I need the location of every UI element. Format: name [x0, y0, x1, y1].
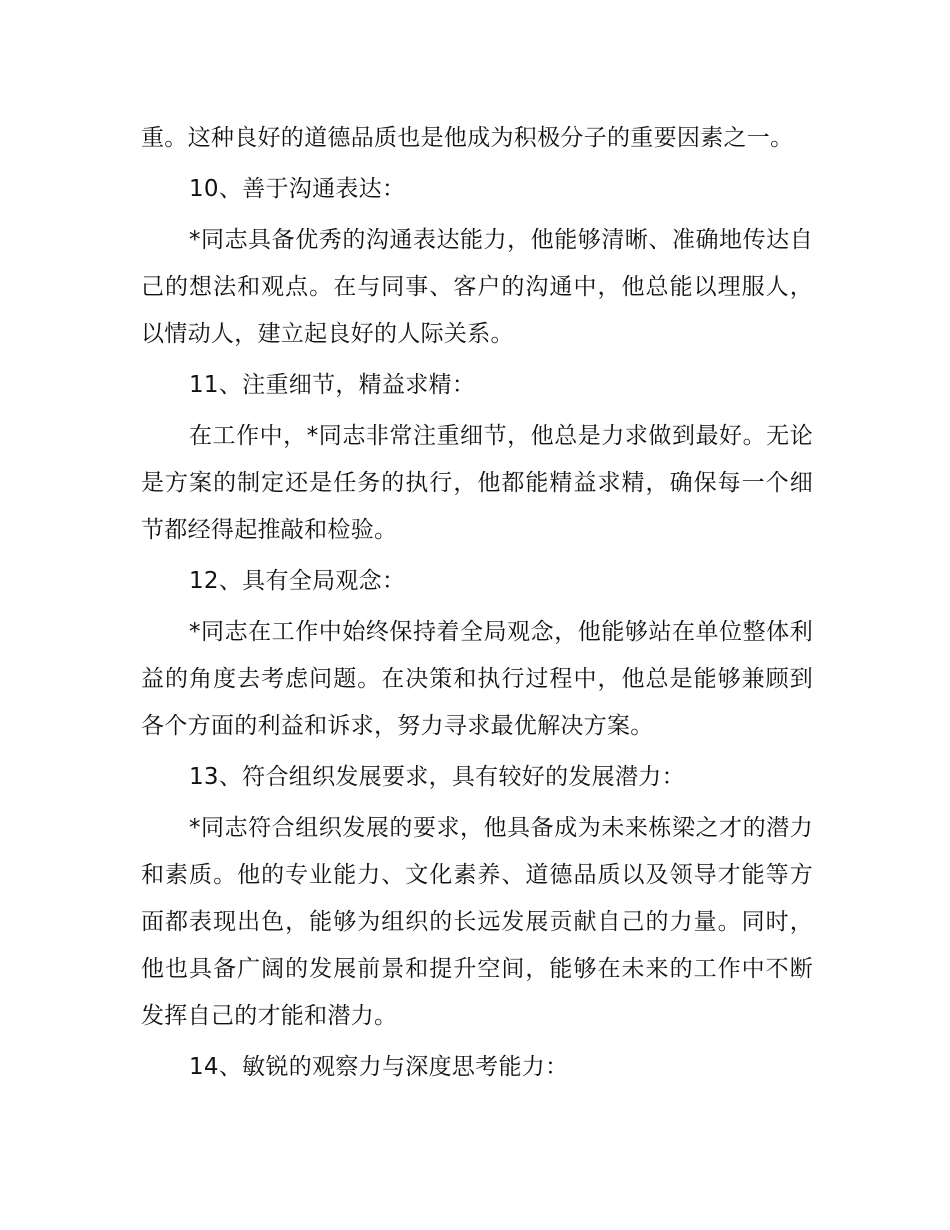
paragraph-communication: *同志具备优秀的沟通表达能力，他能够清晰、准确地传达自己的想法和观点。在与同事、客户的沟通中，他总能以理服人，以情动人，建立起良好的人际关系。 [141, 227, 813, 347]
section-heading-14: 14、敏锐的观察力与深度思考能力： [189, 1054, 569, 1080]
document-page [141, 115, 813, 1091]
paragraph-continuation: 重。这种良好的道德品质也是他成为积极分子的重要因素之一。 [141, 125, 794, 151]
paragraph-detail: 在工作中，*同志非常注重细节，他总是力求做到最好。无论是方案的制定还是任务的执行，他都能精益求精，确保每一个细节都经得起推敲和检验。 [141, 423, 813, 543]
section-heading-10: 10、善于沟通表达： [189, 176, 406, 202]
paragraph-potential: *同志符合组织发展的要求，他具备成为未来栋梁之才的潜力和素质。他的专业能力、文化素养、道德品质以及领导才能等方面都表现出色，能够为组织的长远发展贡献自己的力量。同时，他也具备广阔的发展前景和提升空间，能够在未来的工作中不断发挥自己的才能和潜力。 [141, 815, 813, 1029]
paragraph-overall-view: *同志在工作中始终保持着全局观念，他能够站在单位整体利益的角度去考虑问题。在决策和执行过程中，他总是能够兼顾到各个方面的利益和诉求，努力寻求最优解决方案。 [141, 619, 813, 739]
section-heading-13: 13、符合组织发展要求，具有较好的发展潜力： [189, 764, 685, 790]
section-heading-11: 11、注重细节，精益求精： [189, 372, 476, 398]
section-heading-12: 12、具有全局观念： [189, 568, 406, 594]
